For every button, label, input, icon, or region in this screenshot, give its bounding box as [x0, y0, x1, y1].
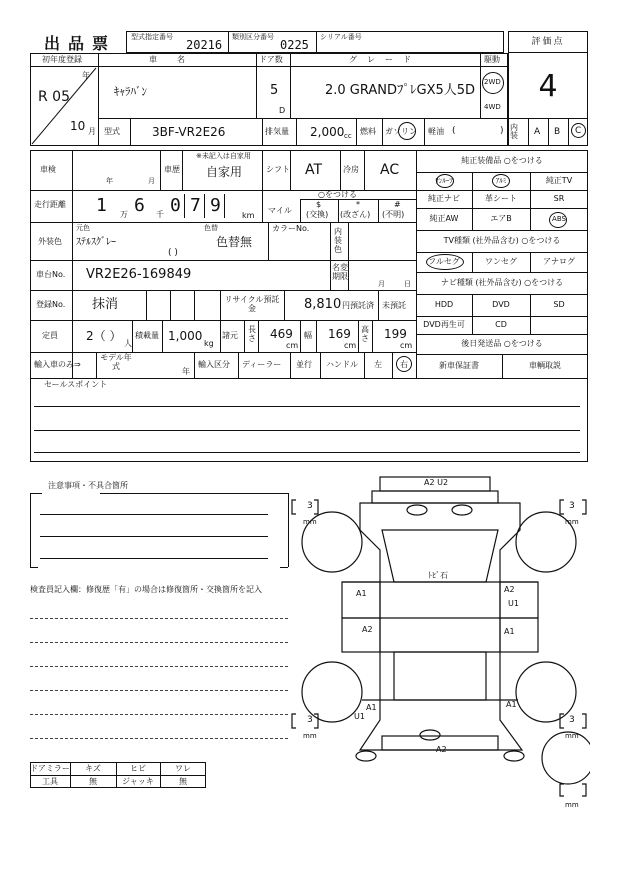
unknown-symbol: # — [394, 200, 401, 209]
recycle-label: リサイクル預託金 — [224, 295, 280, 313]
equip-sunroof: ｻﾝﾙｰﾌ — [435, 177, 453, 185]
tread-front-right-unit: mm — [565, 518, 579, 526]
mileage-digit-3: 0 — [170, 195, 181, 216]
drive-4wd: 4WD — [484, 103, 501, 111]
handle-right: 右 — [400, 360, 408, 369]
type-number-label: 型式指定番号 — [131, 33, 173, 41]
inspector-note-label: 検査員記入欄：修復歴「有」の場合は修復箇所・交換箇所を記入 — [30, 585, 262, 594]
mark-right-front-u1: U1 — [508, 599, 519, 608]
mark-bottom-left-u1: U1 — [354, 712, 365, 721]
name-change-month: 月 — [378, 280, 385, 288]
drive-label: 駆動 — [484, 55, 500, 64]
legend-jack: ジャッキ — [122, 777, 154, 786]
car-name-value: ｷｬﾗﾊﾞﾝ — [114, 85, 147, 98]
width-label: 幅 — [304, 331, 312, 340]
height-label: 高さ — [361, 325, 369, 343]
tv-analog: アナログ — [543, 257, 575, 266]
legend-header-mirror: ドアミラー — [30, 764, 70, 773]
length-unit: cm — [286, 341, 299, 350]
inspection-label: 車検 — [40, 165, 56, 174]
model-year-label: モデル年式 — [100, 353, 132, 371]
parallel-label: 並行 — [296, 360, 312, 369]
mark-right-rear: A1 — [504, 627, 515, 636]
original-color-label: 元色 — [76, 224, 90, 232]
mark-top-bumper: A2 U2 — [424, 478, 449, 487]
equip-alloy: ｱﾙﾐ — [495, 177, 507, 185]
interior-c: C — [575, 126, 582, 136]
tamper-text: (改ざん) — [340, 210, 371, 219]
mark-bottom-left-a1: A1 — [366, 703, 377, 712]
color-number-label: カラーNo. — [272, 224, 310, 233]
dealer-label: ディーラー — [242, 360, 282, 369]
class-number-label: 類別区分番号 — [232, 33, 274, 41]
length-value: 469 — [270, 327, 293, 341]
drive-2wd: 2WD — [484, 78, 501, 86]
mileage-digit-4: 7 — [190, 195, 201, 216]
navi-sd: SD — [553, 300, 565, 309]
width-unit: cm — [344, 341, 357, 350]
equip-genuine-navi: 純正ナビ — [428, 194, 460, 203]
genuine-equipment-header: 純正装備品 ○をつける — [461, 156, 543, 165]
car-name-label: 車名 — [149, 55, 205, 64]
exterior-color-label: 外装色 — [38, 237, 62, 246]
dimension-label: 諸元 — [222, 331, 238, 340]
tamper-symbol: * — [356, 200, 360, 209]
equip-airbag: エアB — [490, 214, 512, 223]
navi-dvd: DVD — [492, 300, 510, 309]
name-change-label: 名変期限 — [332, 263, 348, 281]
tread-front-right: 3 — [569, 501, 575, 511]
handle-left: 左 — [374, 360, 382, 369]
name-change-day: 日 — [404, 280, 411, 288]
month-unit: 月 — [88, 127, 96, 136]
mileage-sen-unit: 千 — [156, 210, 164, 219]
registration-label: 登録No. — [36, 300, 66, 309]
first-registration-month: 10 — [70, 119, 86, 133]
legend-tool: 工具 — [42, 777, 58, 786]
load-label: 積載量 — [135, 331, 159, 340]
year-unit: 年 — [82, 71, 90, 80]
registration-value: 抹消 — [92, 297, 119, 312]
mark-rear-bumper: A2 — [436, 745, 447, 754]
color-change-paren: ( ) — [168, 248, 178, 258]
later-shipment-header: 後日発送品 ○をつける — [461, 339, 543, 348]
tread-spare-unit: mm — [565, 801, 579, 809]
interior-color-label: 内装色 — [334, 227, 342, 254]
fuel-label: 燃料 — [360, 127, 376, 136]
recycle-value: 8,810 — [304, 297, 342, 312]
mileage-digit-5: 9 — [210, 195, 221, 216]
color-change-value: 色替無 — [216, 235, 253, 249]
legend-header-break: ワレ — [175, 764, 191, 773]
unknown-text: (不明) — [382, 210, 405, 219]
model-value: 3BF-VR2E26 — [152, 125, 226, 139]
import-label: 輸入車のみ⇒ — [34, 360, 81, 369]
mark-windshield: ﾄﾋﾞ石 — [428, 571, 448, 580]
displacement-unit: cc — [344, 132, 352, 140]
aircon-label: 冷房 — [343, 165, 359, 174]
navi-cd: CD — [495, 320, 507, 329]
displacement-label: 排気量 — [265, 127, 289, 136]
sales-point-label: セールスポイント — [44, 380, 108, 389]
serial-number-label: シリアル番号 — [320, 33, 362, 41]
class-number-value: 0225 — [280, 38, 309, 52]
handle-label: ハンドル — [326, 360, 358, 369]
inspection-year-unit: 年 — [106, 177, 113, 185]
swap-symbol: $ — [316, 200, 322, 209]
fuel-light-oil: 軽油 — [428, 127, 444, 136]
later-warranty: 新車保証書 — [439, 361, 479, 370]
recycle-none: 未預託 — [382, 301, 406, 310]
chassis-label: 車台No. — [36, 270, 66, 279]
load-unit: kg — [204, 339, 214, 348]
tread-rear-left: 3 — [307, 715, 313, 725]
height-unit: cm — [400, 341, 413, 350]
original-color-value: ｽﾃﾙｽｸﾞﾚｰ — [76, 237, 116, 248]
capacity-label: 定員 — [42, 331, 58, 340]
interior-label: 内装 — [510, 123, 518, 140]
mileage-digit-2: 6 — [134, 195, 145, 216]
fuel-circle — [398, 122, 416, 140]
doors-value: 5 — [270, 83, 279, 98]
equip-genuine-aw: 純正AW — [429, 214, 459, 223]
tread-rear-right: 3 — [569, 715, 575, 725]
equip-sr: SR — [553, 194, 565, 203]
length-label: 長さ — [248, 325, 256, 343]
fuel-gasoline: ガソリン — [385, 127, 417, 136]
chassis-value: VR2E26-169849 — [86, 267, 192, 282]
grade-value: 2.0 GRANDﾌﾟﾚGX5人5D — [325, 83, 476, 98]
equip-genuine-tv: 純正TV — [545, 176, 573, 185]
mark-left-front: A1 — [356, 589, 367, 598]
car-damage-diagram — [290, 470, 590, 810]
legend-tool-value: 無 — [89, 777, 97, 786]
shift-label: シフト — [266, 165, 290, 174]
evaluation-label: 評価点 — [531, 37, 565, 47]
model-year-unit: 年 — [182, 367, 190, 376]
mileage-man-unit: 万 — [120, 210, 128, 219]
height-value: 199 — [384, 327, 407, 341]
interior-b: B — [554, 127, 561, 137]
tv-oneseg: ワンセグ — [485, 257, 517, 266]
mark-left-rear: A2 — [362, 625, 373, 634]
doors-label: ドア数 — [259, 55, 283, 64]
navi-hdd: HDD — [434, 300, 454, 309]
tread-front-left-unit: mm — [303, 518, 317, 526]
aircon-value: AC — [380, 162, 400, 178]
header-id-box — [126, 31, 504, 53]
navi-dvd-play: DVD再生可 — [423, 320, 465, 329]
load-value: 1,000 — [168, 329, 203, 343]
tv-fullseg: フルセグ — [428, 257, 460, 266]
capacity-value: 2（ ） — [86, 329, 122, 343]
legend-jack-value: 無 — [179, 777, 187, 786]
tv-type-header: TV種類 (社外品含む) ○をつける — [443, 236, 561, 245]
model-label: 型式 — [104, 127, 120, 136]
type-number-value: 20216 — [186, 38, 223, 52]
mark-bottom-right: A1 — [506, 700, 517, 709]
caution-label: 注意事項・不具合箇所 — [48, 481, 128, 490]
swap-text: (交換) — [306, 210, 329, 219]
equip-leather-seat: 革シート — [485, 194, 517, 203]
equip-abs: ABS — [552, 215, 566, 223]
grade-label: グレード — [349, 55, 421, 64]
mileage-digit-1: 1 — [96, 195, 107, 216]
later-manual: 車輌取説 — [529, 361, 561, 370]
legend-header-scratch: キズ — [85, 764, 101, 773]
mileage-unit: km — [242, 211, 255, 220]
tread-rear-right-unit: mm — [565, 732, 579, 740]
import-category-label: 輸入区分 — [198, 360, 230, 369]
mileage-label: 走行距離 — [34, 200, 66, 209]
mark-right-front: A2 — [504, 585, 515, 594]
color-change-label: 色替 — [204, 224, 218, 232]
history-note: ※未記入は自家用 — [196, 152, 251, 160]
mile-label: マイル — [268, 206, 292, 215]
first-registration-year: R 05 — [38, 89, 70, 105]
recycle-unit: 円預託済 — [342, 301, 374, 310]
history-value: 自家用 — [206, 165, 243, 179]
inspection-month-unit: 月 — [148, 177, 155, 185]
mileage-mark-note: ○をつける — [318, 190, 357, 199]
tread-front-left: 3 — [307, 501, 313, 511]
doors-sub: D — [279, 106, 286, 115]
first-registration-label: 初年度登録 — [42, 55, 82, 64]
shift-value: AT — [305, 162, 323, 178]
page-title: 出品票 — [44, 34, 117, 53]
evaluation-score: 4 — [538, 69, 558, 104]
capacity-unit: 人 — [124, 339, 132, 348]
displacement-value: 2,000 — [310, 125, 345, 139]
tread-rear-left-unit: mm — [303, 732, 317, 740]
width-value: 169 — [328, 327, 351, 341]
history-label: 車歴 — [164, 165, 180, 174]
legend-header-crack: ヒビ — [130, 764, 146, 773]
interior-a: A — [534, 127, 541, 137]
navi-type-header: ナビ種類 (社外品含む) ○をつける — [440, 278, 564, 287]
